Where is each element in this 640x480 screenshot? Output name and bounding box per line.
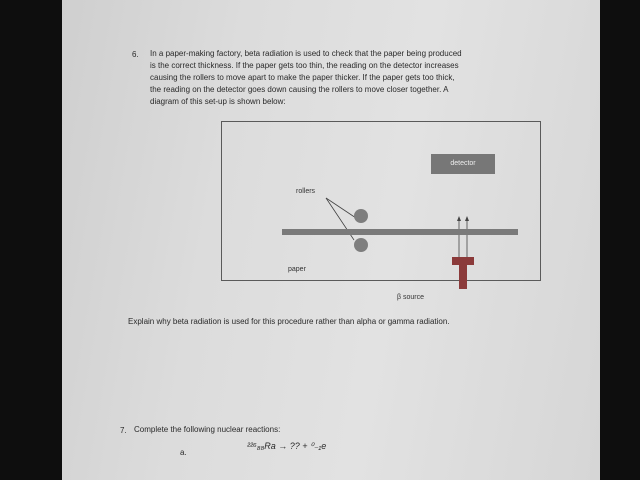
- bottom-roller: [354, 238, 368, 252]
- paper-sheet: [282, 229, 518, 235]
- question-6-line-4: the reading on the detector goes down causing the rollers to move closer together. A: [150, 85, 449, 94]
- nuclear-reaction-a: ²²⁶₈₈Ra → ?? + ⁰₋₁e: [247, 441, 327, 451]
- question-6-number: 6.: [132, 50, 139, 59]
- worksheet-page: [62, 0, 600, 480]
- beta-source-head: [452, 257, 474, 265]
- rollers-label: rollers: [296, 188, 316, 195]
- question-7-text: Complete the following nuclear reactions:: [134, 425, 281, 434]
- question-6-line-5: diagram of this set-up is shown below:: [150, 97, 286, 106]
- rollers-pointer-lines: [222, 122, 542, 282]
- question-6-line-1: In a paper-making factory, beta radiation is used to check that the paper being produced: [150, 49, 462, 58]
- question-6-line-2: is the correct thickness. If the paper gets too thin, the reading on the detector increases: [150, 61, 459, 70]
- detector-box: detector: [431, 154, 495, 174]
- question-6-line-3: causing the rollers to move apart to make the paper thicker. If the paper gets too thick,: [150, 73, 455, 82]
- beta-ray-arrow-left: [457, 216, 461, 221]
- beta-source-stem: [459, 265, 467, 289]
- question-6-explain: Explain why beta radiation is used for this procedure rather than alpha or gamma radiation.: [128, 317, 450, 326]
- question-7-number: 7.: [120, 426, 127, 435]
- beta-ray-arrow-right: [465, 216, 469, 221]
- top-roller: [354, 209, 368, 223]
- question-7-part-a-label: a.: [180, 448, 187, 457]
- paper-label: paper: [288, 266, 306, 273]
- setup-diagram: [221, 121, 541, 281]
- question-6-text: [150, 48, 462, 108]
- beta-source-label: β source: [397, 294, 424, 301]
